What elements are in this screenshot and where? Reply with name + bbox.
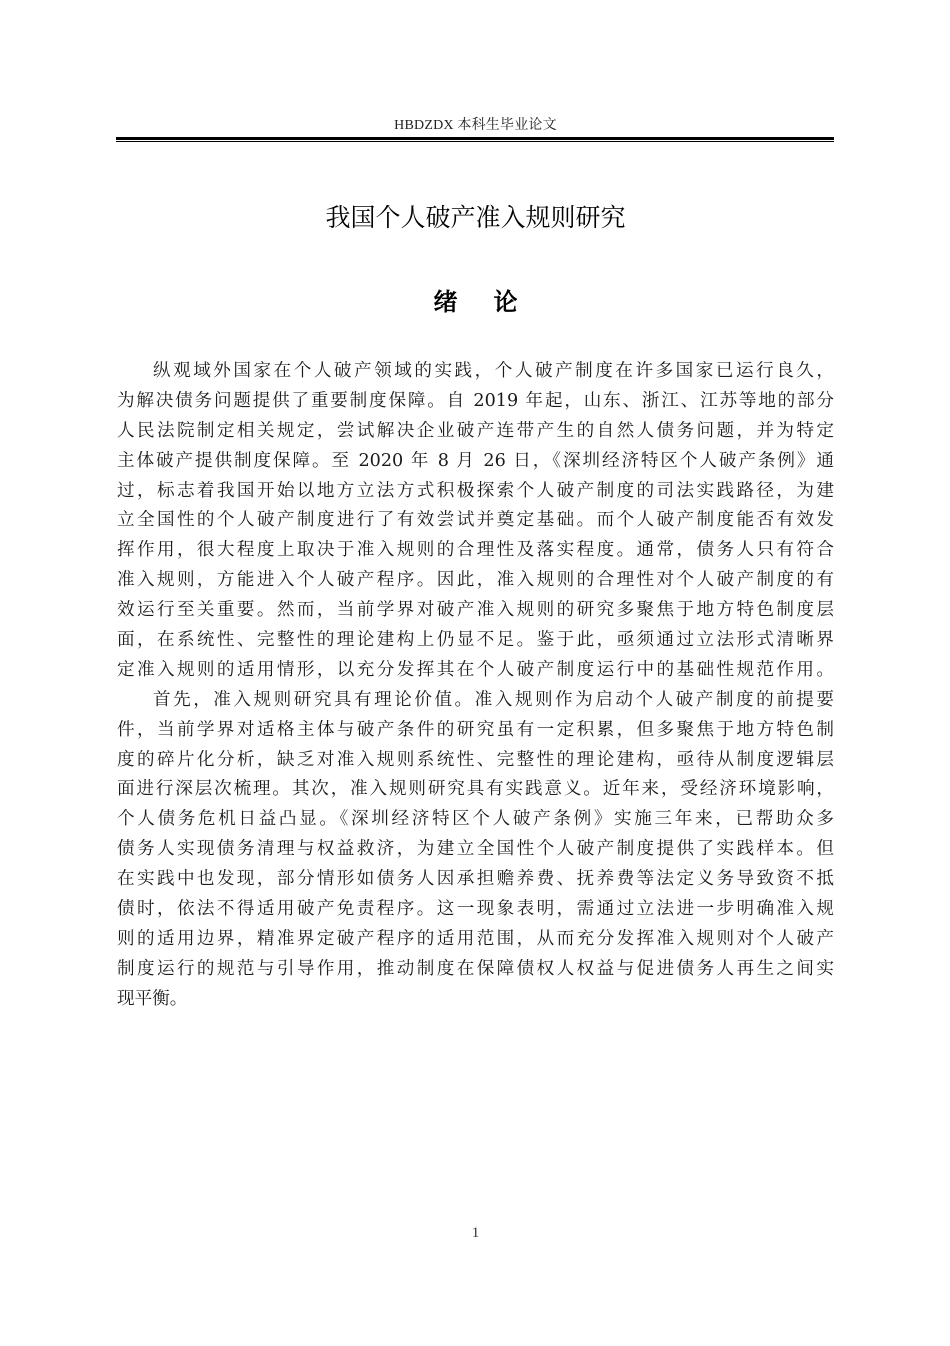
chapter-heading-char-1: 绪 bbox=[433, 288, 458, 316]
paragraph-line: 在实践中也发现，部分情形如债务人因承担赡养费、抚养费等法定义务导致资不抵 bbox=[117, 869, 834, 890]
paragraph-line: 首先，准入规则研究具有理论价值。准入规则作为启动个人破产制度的前提要 bbox=[153, 689, 834, 710]
paragraph-line: 挥作用，很大程度上取决于准入规则的合理性及落实程度。通常，债务人只有符合 bbox=[117, 540, 834, 561]
paragraph-line: 立全国性的个人破产制度进行了有效尝试并奠定基础。而个人破产制度能否有效发 bbox=[117, 510, 834, 531]
paragraph-line: 定准入规则的适用情形，以充分发挥其在个人破产制度运行中的基础性规范作用。 bbox=[117, 659, 834, 680]
chapter-heading-char-2: 论 bbox=[493, 288, 518, 316]
paragraph-line: 效运行至关重要。然而，当前学界对破产准入规则的研究多聚焦于地方特色制度层 bbox=[117, 600, 834, 621]
paragraph-line: 制度运行的规范与引导作用，推动制度在保障债权人权益与促进债务人再生之间实 bbox=[117, 958, 834, 979]
chapter-heading bbox=[117, 286, 834, 318]
paragraph-1 bbox=[117, 357, 834, 686]
paragraph-line: 纵观域外国家在个人破产领域的实践，个人破产制度在许多国家已运行良久， bbox=[153, 361, 834, 381]
paragraph-line: 面进行深层次梳理。其次，准入规则研究具有实践意义。近年来，受经济环境影响， bbox=[117, 779, 834, 800]
paragraph-line: 则的适用边界，精准界定破产程序的适用范围，从而充分发挥准入规则对个人破产 bbox=[117, 928, 834, 949]
header-rule-thin bbox=[116, 141, 834, 142]
paragraph-line: 面，在系统性、完整性的理论建构上仍显不足。鉴于此，亟须通过立法形式清晰界 bbox=[117, 630, 834, 651]
body-text bbox=[117, 357, 834, 1015]
paragraph-line: 人民法院制定相关规定，尝试解决企业破产连带产生的自然人债务问题，并为特定 bbox=[117, 420, 834, 441]
page-number: 1 bbox=[471, 1225, 480, 1241]
header-rule-thick bbox=[116, 137, 834, 140]
running-header: HBDZDX 本科生毕业论文 bbox=[394, 118, 557, 133]
paragraph-line: 为解决债务问题提供了重要制度保障。自 2019 年起，山东、浙江、江苏等地的部分 bbox=[117, 390, 834, 411]
paragraph-line: 主体破产提供制度保障。至 2020 年 8 月 26 日，《深圳经济特区个人破产条例》通 bbox=[117, 450, 834, 471]
paragraph-line: 个人债务危机日益凸显。《深圳经济特区个人破产条例》实施三年来，已帮助众多 bbox=[117, 809, 834, 830]
paragraph-line: 现平衡。 bbox=[117, 988, 188, 1009]
paragraph-line: 度的碎片化分析，缺乏对准入规则系统性、完整性的理论建构，亟待从制度逻辑层 bbox=[117, 749, 834, 770]
paragraph-line: 债时，依法不得适用破产免责程序。这一现象表明，需通过立法进一步明确准入规 bbox=[117, 899, 834, 920]
paragraph-line: 准入规则，方能进入个人破产程序。因此，准入规则的合理性对个人破产制度的有 bbox=[117, 570, 834, 591]
paragraph-2 bbox=[117, 686, 834, 1015]
paragraph-line: 件，当前学界对适格主体与破产条件的研究虽有一定积累，但多聚焦于地方特色制 bbox=[117, 719, 834, 740]
paragraph-line: 债务人实现债务清理与权益救济，为建立全国性个人破产制度提供了实践样本。但 bbox=[117, 839, 834, 860]
paragraph-line: 过，标志着我国开始以地方立法方式积极探索个人破产制度的司法实践路径，为建 bbox=[117, 480, 834, 501]
paper-title: 我国个人破产准入规则研究 bbox=[325, 203, 626, 232]
